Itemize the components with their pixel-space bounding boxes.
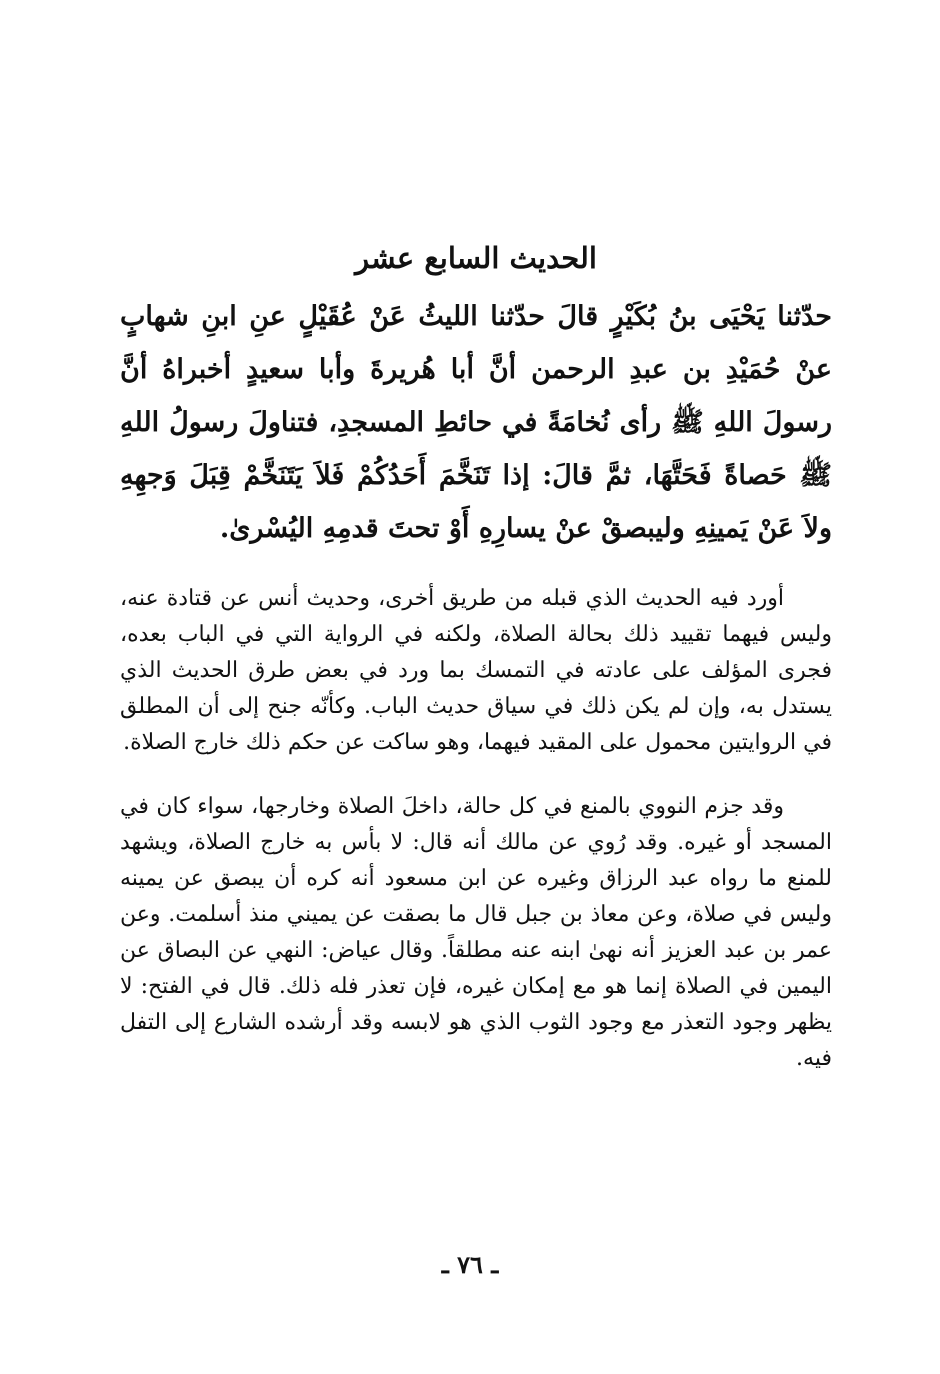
page-title: الحديث السابع عشر (355, 241, 597, 275)
hadith-text: حدّثنا يَحْيَى بنُ بُكَيْرٍ قالَ حدّثنا الليثُ عَنْ عُقَيْلٍ عنِ ابنِ شهابٍ عنْ حُمَيْدِ بن عبدِ الرحمن أنَّ أبا هُريرةَ وأبا سعيدٍ أخبراهُ أنَّ رسولَ اللهِ ﷺ رأى نُخامَةً في حائطِ المسجدِ، فتناولَ رسولُ اللهِ ﷺ حَصاةً فَحَتَّهَا، ثمَّ قالَ: إذا تَنَخَّمَ أَحَدُكُمْ فَلاَ يَتَنَخَّمْ قِبَلَ وَجهِهِ ولاَ عَنْ يَمينِهِ وليبصقْ عنْ يسارِهِ أَوْ تحتَ قدمِهِ اليُسْرىٰ. (120, 301, 832, 544)
commentary-paragraph-2: وقد جزم النووي بالمنع في كل حالة، داخلَ الصلاة وخارجها، سواء كان في المسجد أو غيره. وقد رُوي عن مالك أنه قال: لا بأس به خارج الصلاة، ويشهد للمنع ما رواه عبد الرزاق وغيره عن ابن مسعود أنه كره أن يبصق عن يمينه وليس في صلاة، وعن معاذ بن جبل قال ما بصقت عن يميني منذ أسلمت. وعن عمر بن عبد العزيز أنه نهىٰ ابنه عنه مطلقاً. وقال عياض: النهي عن البصاق عن اليمين في الصلاة إنما هو مع إمكان غيره، فإن تعذر فله ذلك. قال في الفتح: لا يظهر وجود التعذر مع وجود الثوب الذي هو لابسه وقد أرشده الشارع إلى التفل فيه. (120, 794, 832, 1071)
hadith-block (120, 290, 902, 555)
page-number: ـ ٧٦ ـ (441, 1250, 499, 1279)
page-body (120, 236, 832, 1077)
commentary-paragraph-1: أورد فيه الحديث الذي قبله من طريق أخرى، وحديث أنس عن قتادة عنه، وليس فيهما تقييد ذلك بحالة الصلاة، ولكنه في الرواية التي في الباب بعده، فجرى المؤلف على عادته في التمسك بما ورد في بعض طرق الحديث الذي يستدل به، وإن لم يكن ذلك في سياق حديث الباب. وكأنّه جنح إلى أن المطلق في الروايتين محمول على المقيد فيهما، وهو ساكت عن حكم ذلك خارج الصلاة. (120, 586, 832, 755)
